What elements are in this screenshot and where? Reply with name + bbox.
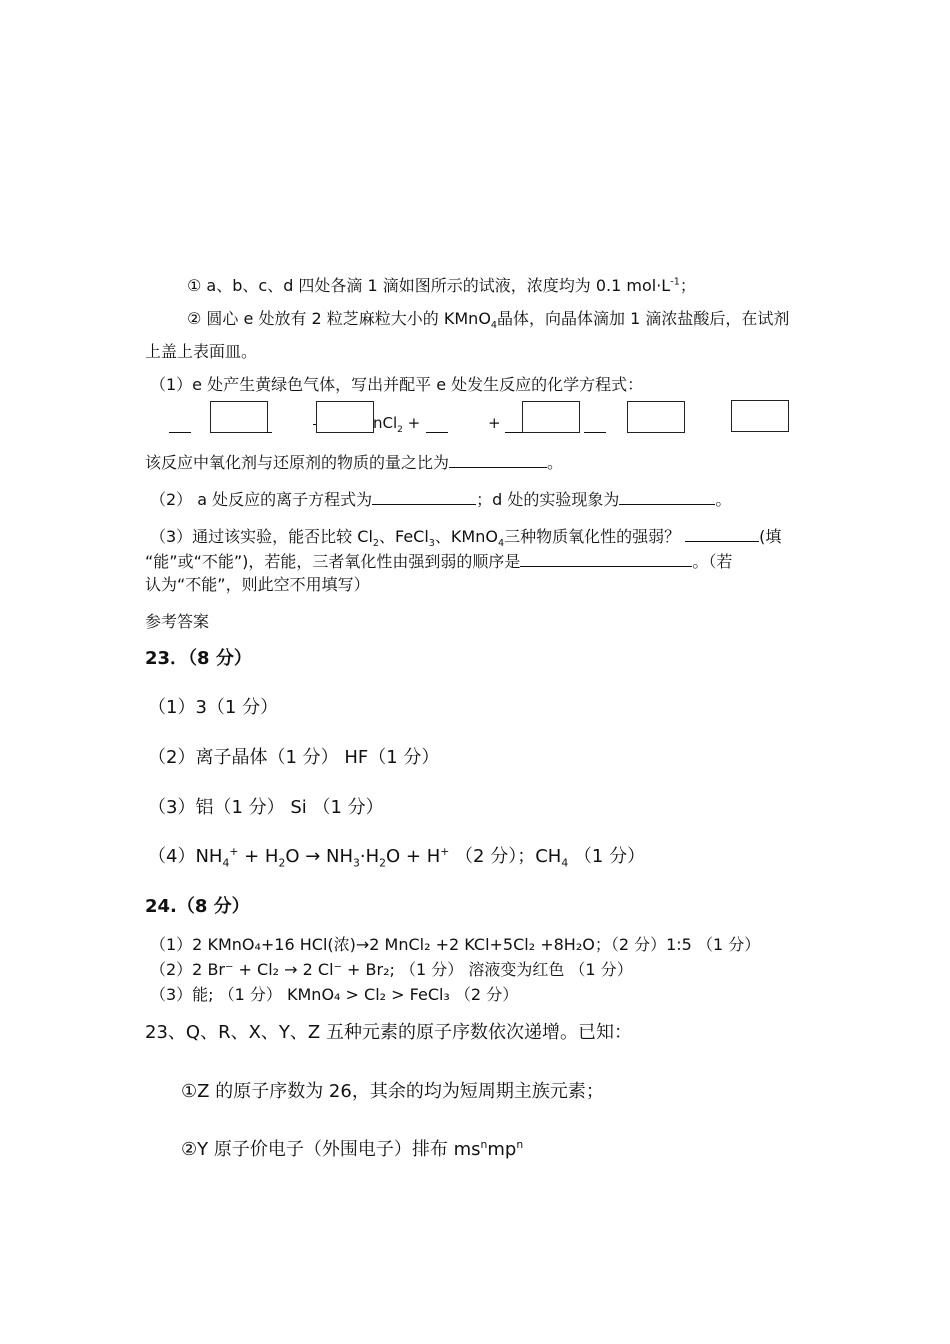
- step2-sub: 4: [490, 320, 498, 332]
- q23-answer-2: （2）离子晶体（1 分） HF（1 分）: [148, 747, 440, 768]
- q3-blank-b[interactable]: [520, 552, 692, 567]
- step2-line2: 上盖上表面皿。: [145, 342, 258, 361]
- q24-title: 24.（8 分）: [145, 896, 250, 917]
- q3-text-e: (填: [759, 527, 782, 546]
- q2-end: 。: [715, 490, 732, 509]
- q3-blank-a[interactable]: [685, 527, 759, 542]
- item2-mid: mp: [487, 1139, 517, 1160]
- ratio-blank[interactable]: [449, 453, 547, 468]
- q2-blank-a[interactable]: [372, 490, 476, 505]
- step1-text: ① a、b、c、d 四处各滴 1 滴如图所示的试液，浓度均为 0.1 mol·L: [187, 276, 671, 295]
- q23-answer-4: $(4)NH_4^+ + H_2O \to NH_3\cdot H_2O + H^+$ （2 分）；$CH_4$ （1 分）: [148, 845, 646, 870]
- ratio-line: [145, 453, 563, 471]
- q23-4-g: （1 分）: [568, 846, 646, 867]
- step2-line: [187, 309, 790, 332]
- step2-text: ② 圆心 e 处放有 2 粒芝麻粒大小的 KMnO: [187, 309, 491, 328]
- equation-answer-box[interactable]: [316, 401, 374, 433]
- q3-text-f: “能”或“不能”)，若能，三者氧化性由强到弱的顺序是: [145, 552, 521, 571]
- equation-blank: [505, 432, 523, 433]
- q24-answer-2: （2）2 Br⁻ + Cl₂ → 2 Cl⁻ + Br₂; （1 分） 溶液变为红色 （1 分）: [150, 960, 633, 979]
- item2-sup-2: n: [516, 1138, 524, 1151]
- equation-blank: [266, 432, 272, 433]
- equation-answer-box[interactable]: [522, 401, 580, 433]
- q2-text-b: ；d 处的实验现象为: [476, 490, 620, 509]
- q23-4-e: O + H: [386, 846, 441, 867]
- q23-4-a: （4）NH: [148, 846, 223, 867]
- equation-plus: +: [402, 414, 421, 432]
- equation-blank: [169, 432, 191, 433]
- q23-title: 23．（8 分）: [145, 648, 252, 669]
- q1-text: （1）e 处产生黄绿色气体，写出并配平 e 处发生反应的化学方程式：: [150, 375, 644, 394]
- q23-4-f: （2 分）；CH: [449, 846, 562, 867]
- step1-line: [187, 278, 696, 294]
- equation-answer-box[interactable]: [210, 401, 268, 433]
- q3-text-b: 、FeCl: [379, 527, 429, 546]
- equation-sub: 2: [397, 425, 403, 435]
- step1-end: ；: [679, 276, 696, 295]
- q23-4-b: + H: [238, 846, 279, 867]
- q3-line1: （3）通过该实验，能否比较 $Cl_2$、FeCl$_3$、KMnO$_4$三种物质氧化性的强弱？ (填: [150, 527, 782, 550]
- equation-answer-box[interactable]: [627, 401, 685, 433]
- q3-line3: 认为“不能”，则此空不用填写）: [145, 575, 370, 594]
- answers-heading: 参考答案: [145, 612, 210, 631]
- equation-blank: [426, 432, 448, 433]
- equation-plus-2: +: [488, 414, 501, 432]
- equation-blank: [584, 432, 606, 433]
- q3-text-c: 、KMnO: [434, 527, 498, 546]
- equation-mncl2: [373, 414, 421, 435]
- q3-line2: [145, 552, 732, 570]
- q23-answer-3: （3）铝（1 分） Si （1 分）: [148, 797, 384, 818]
- q23-4-c: O → NH: [285, 846, 354, 867]
- q2-blank-b[interactable]: [619, 490, 715, 505]
- item2-sup-1: n: [480, 1138, 488, 1151]
- step2-text-end: 晶体，向晶体滴加 1 滴浓盐酸后，在试剂: [497, 309, 790, 328]
- q2-line: [150, 490, 731, 508]
- ratio-end: 。: [547, 453, 564, 472]
- item2-text: ②Y 原子价电子（外围电子）排布 ms: [181, 1139, 481, 1160]
- q23-answer-1: （1）3（1 分）: [148, 697, 279, 718]
- next-question-title: 23、Q、R、X、Y、Z 五种元素的原子序数依次递增。已知：: [145, 1022, 632, 1043]
- q24-answer-3: （3）能; （1 分） KMnO₄ > Cl₂ > FeCl₃ （2 分）: [150, 985, 519, 1004]
- q3-text-d: 三种物质氧化性的强弱？: [504, 527, 681, 546]
- q2-text-a: （2） a 处反应的离子方程式为: [150, 490, 373, 509]
- next-question-item-2: [181, 1138, 524, 1160]
- q3-text-g: 。（若: [692, 552, 733, 571]
- q3-text-a: （3）通过该实验，能否比较 Cl: [150, 527, 373, 546]
- q24-answer-1: （1）2 KMnO₄+16 HCl(浓)→2 MnCl₂ +2 KCl+5Cl₂ +8H₂O；（2 分）1:5 （1 分）: [150, 935, 761, 954]
- step1-sup: -1: [670, 276, 680, 288]
- next-question-item-1: ①Z 的原子序数为 26，其余的均为短周期主族元素；: [181, 1081, 604, 1102]
- equation-answer-box[interactable]: [731, 400, 789, 432]
- ratio-text: 该反应中氧化剂与还原剂的物质的量之比为: [145, 453, 450, 472]
- equation-mncl-text: nCl: [373, 414, 398, 432]
- q23-4-d: ·H: [359, 846, 380, 867]
